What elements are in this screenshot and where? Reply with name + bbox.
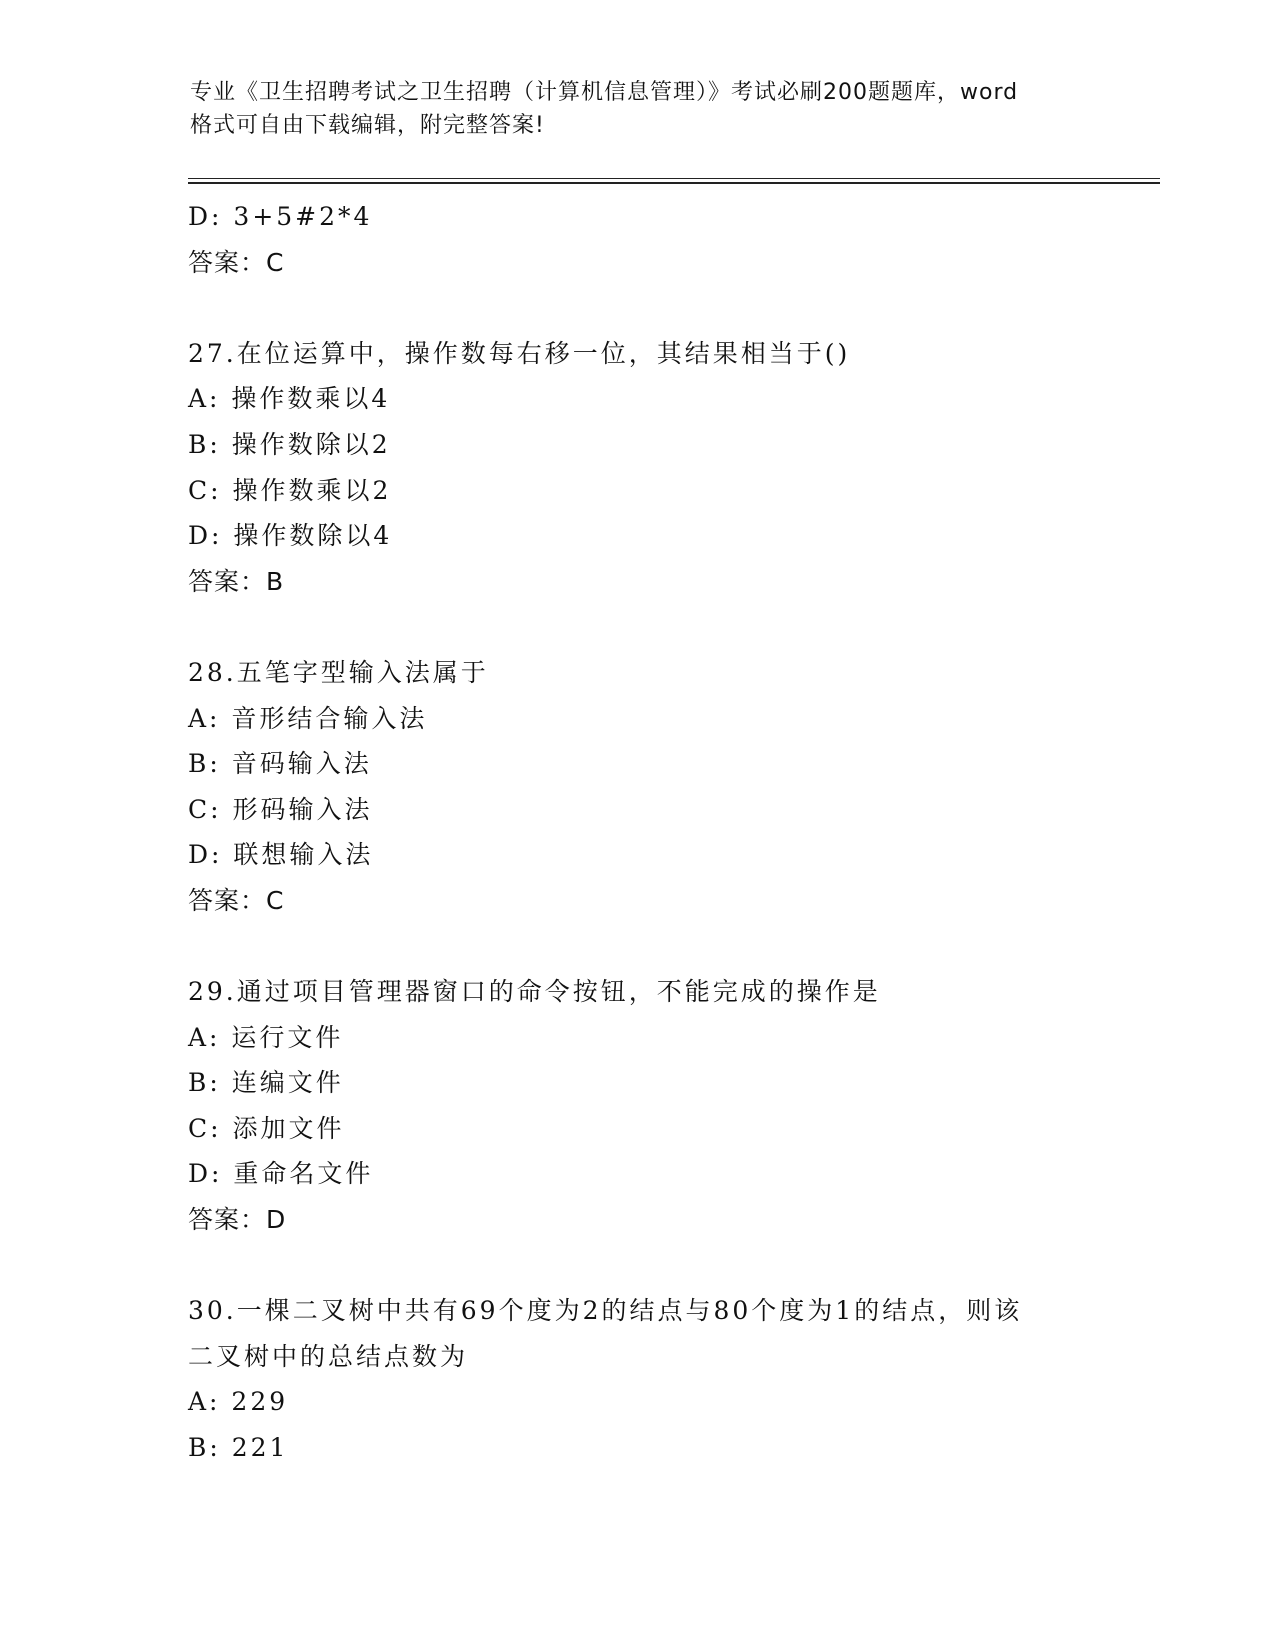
- question-list: [188, 194, 1088, 1471]
- question-26-tail: [188, 194, 1088, 285]
- option-b: B: 连编文件: [188, 1068, 344, 1098]
- question-stem: 27.在位运算中，操作数每右移一位，其结果相当于(): [188, 338, 851, 368]
- option-a: A: 运行文件: [188, 1022, 344, 1052]
- answer-label: 答案：B: [188, 566, 285, 596]
- header-divider-thick: [188, 182, 1160, 184]
- option-a: A: 操作数乘以4: [188, 384, 391, 414]
- option-b: B: 音码输入法: [188, 749, 372, 779]
- option-c: C: 操作数乘以2: [188, 475, 392, 505]
- option-c: C: 添加文件: [188, 1113, 345, 1143]
- option-c: C: 形码输入法: [188, 794, 373, 824]
- answer-label: 答案：C: [188, 247, 285, 277]
- spacer: [188, 604, 1088, 650]
- answer-label: 答案：C: [188, 885, 285, 915]
- question-30: [188, 1288, 1088, 1470]
- spacer: [188, 924, 1088, 970]
- option-d: D: 操作数除以4: [188, 521, 393, 551]
- header-line-1: 专业《卫生招聘考试之卫生招聘（计算机信息管理）》考试必刷200题题库，word: [190, 80, 1019, 105]
- question-27: [188, 331, 1088, 605]
- document-header: [190, 76, 1090, 142]
- option-d: D: 联想输入法: [188, 840, 374, 870]
- question-28: [188, 650, 1088, 924]
- option-b: B: 操作数除以2: [188, 429, 391, 459]
- question-stem: 29.通过项目管理器窗口的命令按钮，不能完成的操作是: [188, 977, 881, 1007]
- header-divider-thin: [188, 178, 1160, 179]
- spacer: [188, 1243, 1088, 1289]
- option-d: D: 3+5#2*4: [188, 202, 373, 231]
- question-29: [188, 969, 1088, 1243]
- option-b: B: 221: [188, 1433, 289, 1463]
- question-stem-line-2: 二叉树中的总结点数为: [188, 1341, 469, 1371]
- header-line-2: 格式可自由下载编辑，附完整答案!: [190, 113, 545, 138]
- question-stem-line-1: 30.一棵二叉树中共有69个度为2的结点与80个度为1的结点，则该: [188, 1296, 1023, 1326]
- question-stem: 28.五笔字型输入法属于: [188, 657, 489, 687]
- option-a: A: 229: [188, 1387, 289, 1417]
- answer-label: 答案：D: [188, 1205, 287, 1235]
- option-a: A: 音形结合输入法: [188, 703, 428, 733]
- spacer: [188, 285, 1088, 331]
- option-d: D: 重命名文件: [188, 1159, 374, 1189]
